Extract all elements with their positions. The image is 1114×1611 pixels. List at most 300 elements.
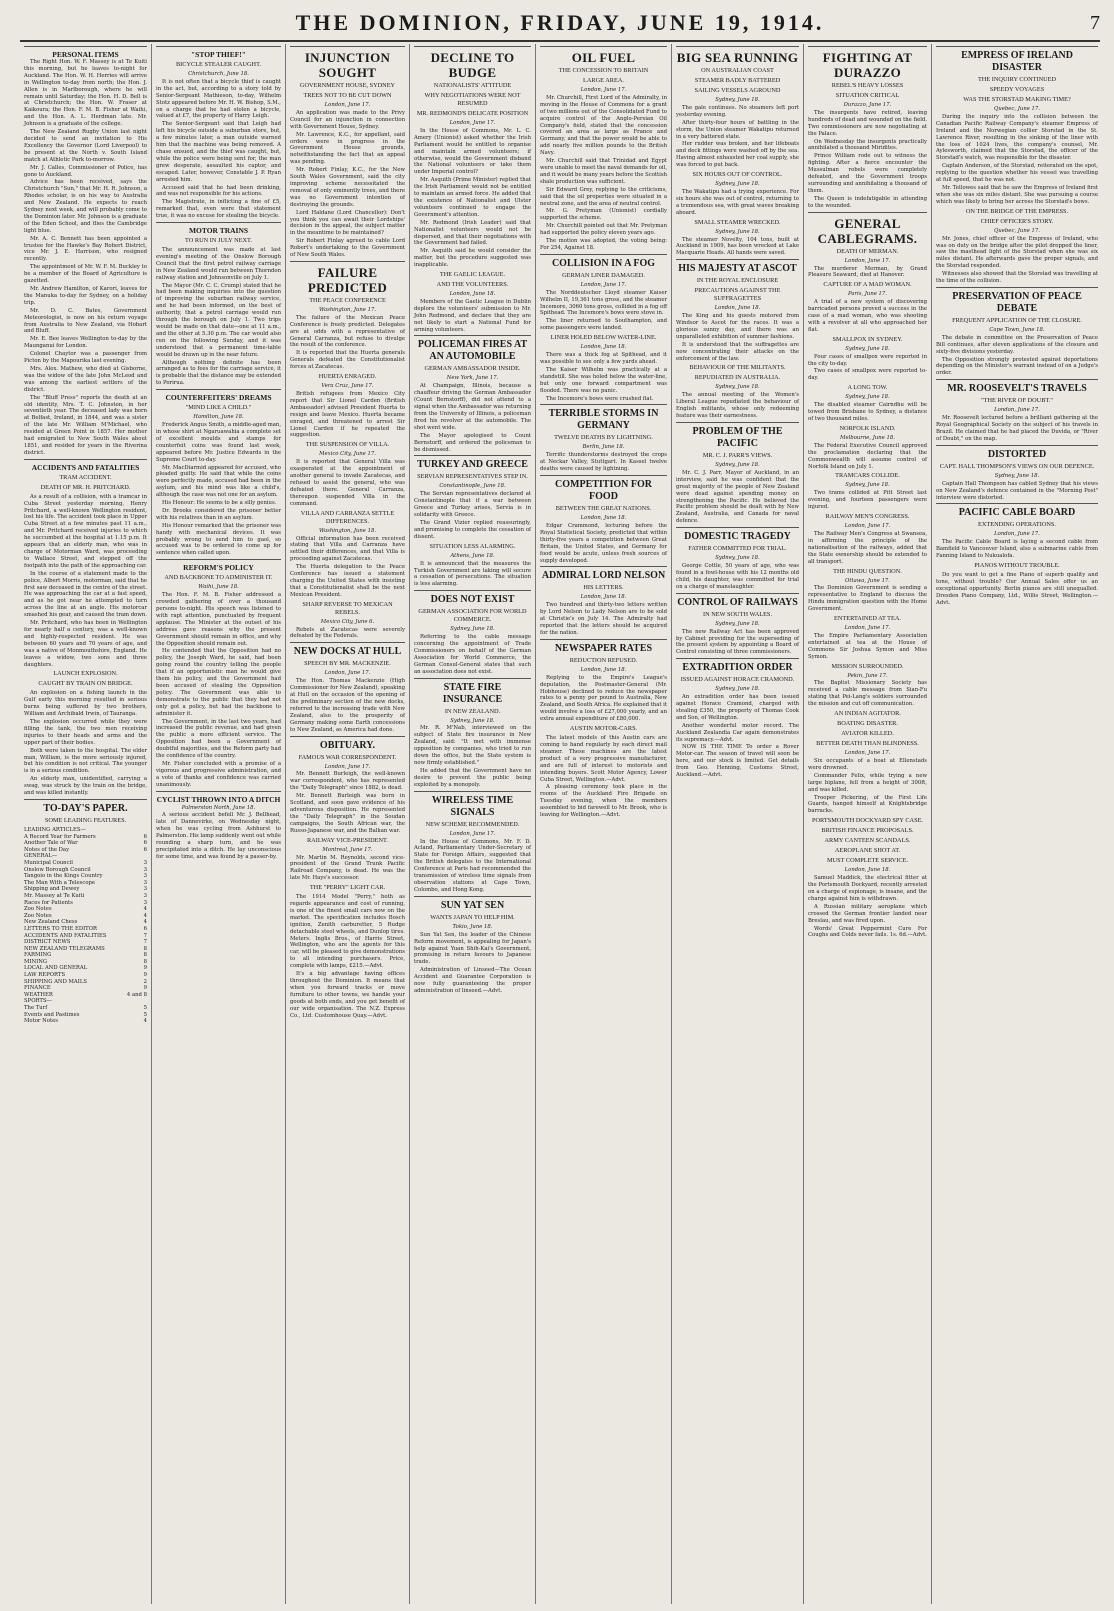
article <box>676 259 799 362</box>
article-subheading: WAS THE STORSTAD MAKING TIME? <box>963 96 1071 103</box>
article-paragraph: Mr. R. M'Nab, interviewed on the subject of State fire insurance in New Zealand, said: "It met with immense opposition by companies, who tried to run down the office, but the State system is now firmly established." <box>414 725 531 766</box>
article-paragraph: An extradition order has been issued against Horace Cramond, charged with stealing £350, the property of Thomas Cook and Son, of Wellington. <box>676 694 799 721</box>
feature-page: 8 <box>143 958 147 965</box>
article <box>290 46 405 259</box>
article-paragraph: There was a thick fog at Spithead, and it was possible to see only a few yards ahead. <box>540 352 667 365</box>
feature-title: MINING <box>24 958 48 965</box>
news-column <box>536 44 672 1604</box>
feature-title: GENERAL— <box>24 853 58 860</box>
article-dateline: Waihi, June 18. <box>198 584 239 591</box>
newspaper-title: THE DOMINION, FRIDAY, JUNE 19, 1914. <box>295 10 825 35</box>
feature-page: 4 <box>143 906 147 913</box>
article-paragraph: The Queen is indefatigable in attending to the wounded. <box>808 195 927 209</box>
article-paragraph: Her rudder was broken, and her lifeboats and deck fittings were washed off by the sea. Having almost exhausted her coal supply, she was forced to put back. <box>676 141 799 169</box>
masthead <box>20 6 1100 42</box>
feature-title: Shipping and Dewey <box>24 886 80 893</box>
article-headline: TERRIBLE STORMS IN GERMANY <box>540 404 667 432</box>
feature-title: SPORTS— <box>24 998 52 1005</box>
article-subheading: CHIEF OFFICER'S STORY. <box>980 217 1054 225</box>
article-dateline: Pekin, June 17. <box>847 672 888 679</box>
article-subheading: PIANOS WITHOUT TROUBLE. <box>974 562 1060 570</box>
article-subheading: CAUGHT BY TRAIN ON BRIDGE. <box>38 680 133 688</box>
feature-page: 4 <box>143 912 147 919</box>
page-number: 7 <box>1090 12 1100 34</box>
article-subheading: CAPT. HALL THOMPSON'S VIEWS ON OUR DEFENCE. <box>939 462 1095 470</box>
article-paragraph: Words' Great Peppermint Cure For Coughs and Colds never fails. 1s. 6d.—Advt. <box>808 925 927 939</box>
article-headline: DOMESTIC TRAGEDY <box>676 527 799 543</box>
article-dateline: Quebec, June 17. <box>994 227 1040 234</box>
article <box>808 568 927 614</box>
article-subheading: THE INQUIRY CONTINUED <box>977 76 1057 83</box>
article-paragraph: Mr. C. J. Parr, Mayor of Auckland, in an interview, said he was confident that the great majority of the people of New Zealand were dead against spending money on strengthening the Pacific. He believed the Pacific problem should be dealt with by New Zealand, Australia, and Canada for naval defence. <box>676 469 799 525</box>
article-dateline: London, June 18. <box>844 867 891 874</box>
feature-list-item <box>24 972 147 979</box>
article-dateline: Paris, June 17. <box>848 291 887 298</box>
article <box>676 364 799 420</box>
article-paragraph: The latest models of this Austin cars are coming to hand regularly by each direct mail steamer. These machines are the latest product of a very progressive manufacturer, and are full of interest to motorists and intending buyers. Scott Motor Agency, Lower Cuba Street, Wellington.—Advt. <box>540 735 667 783</box>
feature-page: 4 and 8 <box>126 991 147 998</box>
article-subheading: FREQUENT APPLICATION OF THE CLOSURE. <box>952 316 1082 324</box>
article-headline: PACIFIC CABLE BOARD <box>936 503 1098 519</box>
article-paragraph: Two trams collided at Pitt Street last evening, and fourteen passengers were injured. <box>808 490 927 511</box>
article-subheading: CAPTURE OF A MAD WOMAN. <box>823 281 912 289</box>
article-headline: ACCIDENTS AND FATALITIES <box>24 459 147 472</box>
feature-list-item <box>24 867 147 874</box>
article <box>414 590 531 675</box>
feature-title: LEADING ARTICLES— <box>24 827 86 833</box>
article-paragraph: The announcement was made at last evening's meeting of the Onslow Borough Council that the first petrol railway carriage in New Zealand would run between Thorndon railway station and Johnsonville on July 1. <box>156 247 281 281</box>
feature-page: 4 <box>143 1018 147 1025</box>
article-headline: "STOP THIEF!" <box>156 46 281 59</box>
article <box>808 513 927 565</box>
article-subheading: SMALLPOX IN SYDNEY. <box>832 335 903 343</box>
article-subheading: VILLA AND CARRANZA SETTLE DIFFERENCES. <box>300 509 395 525</box>
article-dateline: London, June 18. <box>580 666 627 673</box>
article-paragraph: Lord Haldane (Lord Chancellor): Don't you think you can await their Lordships' decision in the appeal, the subject matter in the meantime to be maintained? <box>290 209 405 237</box>
article-headline: POLICEMAN FIRES AT AN AUTOMOBILE <box>414 335 531 363</box>
feature-title: FARMING <box>24 952 52 959</box>
article <box>540 725 667 819</box>
article-paragraph: An application was made to the Privy Council for an injunction in connection with Government House, Sydney. <box>290 109 405 130</box>
article-subheading: PRECAUTIONS AGAINST THE SUFFRAGETTES <box>694 287 781 303</box>
article-dateline: Berlin, June 18. <box>582 444 625 451</box>
article-headline: CYCLIST THROWN INTO A DITCH <box>156 791 281 804</box>
article-subheading: TRAMCARS COLLIDE. <box>835 472 900 480</box>
article <box>414 335 531 453</box>
article-paragraph: Samuel Maddick, the electrical fitter at the Portsmouth Dockyard, recently arrested on a charge of espionage, is insane, and the charge against him is withdrawn. <box>808 875 927 902</box>
article-headline: DOES NOT EXIST <box>414 590 531 606</box>
article-subheading: FAMOUS WAR CORRESPONDENT. <box>298 753 397 761</box>
feature-title: LOCAL AND GENERAL <box>24 965 88 972</box>
article <box>936 46 1098 206</box>
feature-list-item <box>24 913 147 920</box>
feature-list-item <box>24 959 147 966</box>
article-subheading: SPEEDY VOYAGES <box>989 86 1045 93</box>
article <box>808 281 927 333</box>
feature-list-item <box>24 880 147 887</box>
article-headline: EMPRESS OF IRELAND DISASTER <box>936 46 1098 74</box>
feature-list-item <box>24 840 147 847</box>
article-paragraph: The liner returned to Southampton, and some passengers were landed. <box>540 318 667 332</box>
article-dateline: Sydney, June 18. <box>845 345 890 352</box>
article <box>156 791 281 861</box>
article-headline: PROBLEM OF THE PACIFIC <box>676 422 799 450</box>
feature-page: 3 <box>143 873 147 880</box>
article-subheading: NATIONALISTS' ATTITUDE <box>433 82 512 89</box>
article <box>808 212 927 280</box>
article-subheading: DEATH OF MERMAN. <box>836 247 899 255</box>
article <box>290 601 405 641</box>
article-subheading: SIX HOURS OUT OF CONTROL. <box>692 171 783 179</box>
feature-page: 7 <box>143 939 147 946</box>
article-paragraph: The murderer Merman, by Grand Pleasure Seaward, died at Hanover. <box>808 265 927 279</box>
article-dateline: London, June 17. <box>449 830 496 837</box>
article <box>676 171 799 217</box>
article-dateline: Athens, June 18. <box>450 552 495 559</box>
article-dateline: Sydney, June 18. <box>715 462 760 468</box>
article-paragraph: Two cases of smallpox were reported to-day. <box>808 368 927 382</box>
article-paragraph: Mr. D. C. Bates, Government Meteorologist, is now on his return voyage from Australia to New Zealand, via Hobart and Bluff. <box>24 307 147 335</box>
article <box>936 208 1098 285</box>
feature-title: WEATHER <box>24 991 53 998</box>
feature-title: The Man With a Telescope <box>24 879 96 886</box>
article-paragraph: Commander Felix, while trying a new large biplane, fell from a height of 300ft, and was killed. <box>808 772 927 793</box>
article-paragraph: Although nothing definite has been arranged as to fees for the carriage service, it is probable that the distance may be extended to Porirua. <box>156 359 281 387</box>
article-paragraph: The Empire Parliamentary Association entertained at tea at the House of Commons Sir Joshua Symon and Miss Symon. <box>808 632 927 660</box>
article <box>808 336 927 383</box>
article-paragraph: Mr. Redmond (Irish Leader) said that Nationalist volunteers would not be dispersed, and that their negotiations with the Government had failed. <box>414 219 531 247</box>
feature-list-item <box>24 952 147 959</box>
feature-list-item <box>24 860 147 867</box>
news-column <box>286 44 410 1604</box>
article-headline: OIL FUEL <box>540 46 667 65</box>
feature-list-item <box>24 998 147 1005</box>
article-subheading: MISSION SURROUNDED. <box>831 662 904 670</box>
article-paragraph: A pleasing ceremony took place in the rooms of the Auckland Fire Brigade on Tuesday evening, when the members assembled to bid farewell to Mr. Brook, who is leaving for Wellington.—Advt. <box>540 784 667 819</box>
article-headline: TURKEY AND GREECE <box>414 455 531 471</box>
article-subheading: REPUDIATED IN AUSTRALIA. <box>694 374 781 382</box>
article-headline: WIRELESS TIME SIGNALS <box>414 791 531 819</box>
article-paragraph: Frederick Angus Smith, a middle-aged man, in whose shirt at Ngaruawahia a complete set of excellent moulds and stamps for counterfeit coins was found last week, appeared before Mr. Justice Edwards in the Supreme Court to-day. <box>156 422 281 463</box>
article <box>24 46 147 457</box>
article <box>156 222 281 387</box>
article-paragraph: The Right Hon. W. F. Massey is at Te Kuiti this morning, but he leaves to-night for Auckland. The Hon. W. H. Herries will arrive in Wellington to-day from north; the Hon. J. Allen is in Marlborough, where he will remain until Saturday; the Hon. H. D. Bell is at Christchurch; the Hon. W. Fraser at Kaikoura; the Hon. F. M. B. Fisher at Waihi, and the Hon. A. L. Herdman late. Mr. Johnson is a graduate of the college. <box>24 59 147 128</box>
article-subheading: RAILWAY MEN'S CONGRESS. <box>825 513 910 521</box>
article-subheading: SMALL STEAMER WRECKED. <box>694 218 781 226</box>
article-subheading: NEW SCHEME RECOMMENDED. <box>425 820 520 828</box>
article-subheading: THE CONCESSION TO BRITAIN <box>558 67 649 74</box>
feature-page: 6 <box>143 925 147 932</box>
article-subheading: GERMAN ASSOCIATION FOR WORLD COMMERCE. <box>418 608 527 624</box>
article-dateline: Sydney, June 18. <box>715 181 760 188</box>
article <box>936 562 1098 607</box>
article-subheading: AEROPLANE SHOT AT. <box>834 847 901 855</box>
article-subheading: BEHAVIOUR OF THE MILITANTS. <box>689 364 786 372</box>
article <box>24 799 147 1025</box>
article-dateline: Ottawa, June 17. <box>844 577 890 584</box>
article-headline: MOTOR TRAINS <box>156 222 281 235</box>
article-paragraph: The Mayor (Mr. C. C. Crump) stated that he had been making inquiries into the question of improving the suburban railway service, and he had been informed, on the best of authority, that a petrol carriage would run through the borough on July 1. Two trips would be made on that date—one at 11 a.m., and the other at 5.30 p.m. The car would also run on the following Sunday, and it was understood that a permanent time-table would be drawn up in the near future. <box>156 282 281 358</box>
feature-page: 3 <box>143 866 147 873</box>
article <box>414 678 531 789</box>
article <box>290 837 405 883</box>
article-subheading: THE HINDU QUESTION. <box>833 567 902 575</box>
article-paragraph: Sir Edward Grey, replying to the criticisms, said that the oil properties were situated in a neutral zone, and the area of neutral control. <box>540 186 667 207</box>
article-paragraph: Prince William rode out to witness the fighting. After a fierce encounter the Mussulman rebels were completely defeated, and the Government troops surrounding and annihilating a thousand of them. <box>808 153 927 194</box>
feature-list-item <box>24 965 147 972</box>
article <box>808 817 927 939</box>
article-dateline: Hamilton, June 18. <box>193 414 244 421</box>
article-paragraph: The new Railway Act has been approved by Cabinet providing for the superseding of the present system by appointing a Board of Control consisting of three commissioners. <box>676 628 799 656</box>
feature-page: 6 <box>143 840 147 847</box>
article-subheading: GERMAN LINER DAMAGED. <box>562 271 645 279</box>
article-paragraph: Do you want to get a fine Piano of superb quality and tone, without trouble? Our Annual Sales offer us an exceptional opportunity. Berlin pianos are still unequalled. Dresden Piano Company, Ltd., Willis Street, Wellington.—Advt. <box>936 572 1098 606</box>
article-dateline: London, June 18. <box>580 344 627 351</box>
feature-list-item <box>24 992 147 999</box>
article-paragraph: At Champaign, Illinois, because a chauffeur driving the German Ambassador (Count Bernstorff), did not attend to a signal when the Ambassador was returning from the University of Illinois, a policeman fired his revolver at the automobile. The shot went wide. <box>414 383 531 431</box>
article-subheading: ARMY CANTEEN SCANDALS. <box>824 837 911 845</box>
article-paragraph: The Federal Executive Council approved the proclamation declaring that the Commonwealth will assume control of Norfolk Island on July 1. <box>808 442 927 470</box>
article-paragraph: The motion was adopted, the voting being: For 254, Against 18. <box>540 238 667 251</box>
article-paragraph: George Cottle, 50 years of age, who was found in a fowl-house with his 12 months old child, his daughter, was committed for trial on a charge of manslaughter. <box>676 563 799 590</box>
article-dateline: Sydney, June 18. <box>715 686 760 693</box>
article-paragraph: In the House of Commons, Mr. L. C. Amery (Unionist) asked whether the Irish Parliament would be entitled to organise and maintain armed volunteers; if otherwise, would the Government disband the National volunteers or take them under Imperial control? <box>414 127 531 176</box>
article-subheading: AN INDIAN AGITATOR. <box>834 710 901 718</box>
article-subheading: AND THE VOLUNTEERS. <box>436 281 509 289</box>
article-paragraph: He contended that the Opposition had no policy, the Joseph Ward, he said, had been going round the country telling the people that if an opportunistic man he would give them his policy, and the Government had been accused of stealing the Opposition policy. The Government was able to demonstrate to the public that they had not only got a policy, but had the backbone to administer it. <box>156 648 281 717</box>
feature-page: 6 <box>143 833 147 840</box>
article-headline: CONTROL OF RAILWAYS <box>676 593 799 609</box>
article-headline: REFORM'S POLICY <box>156 559 281 572</box>
article-paragraph: The Baptist Missionary Society has received a cable message from Sian-Fu stating that Pei-Lang's soldiers surrounded the mission and cut off communication. <box>808 680 927 708</box>
article <box>290 261 405 371</box>
article-dateline: Montreal, June 17. <box>322 846 373 853</box>
article-paragraph: Six occupants of a boat at Ellenstads were drowned. <box>808 758 927 771</box>
feature-title: Onslow Borough Council <box>24 866 91 873</box>
article-subheading: BICYCLE STEALER CAUGHT. <box>175 61 262 68</box>
article <box>290 373 405 439</box>
feature-list-item <box>24 900 147 907</box>
feature-list-item <box>24 979 147 986</box>
article <box>540 404 667 473</box>
article-paragraph: Mr. Jones, chief officer of the Empress of Ireland, who was on duty on the bridge after the pilot dropped the liner, saw the masthead light of the Storstad when she was six miles distant. He afterwards gave the proper signals, and the Storstad responded. <box>936 235 1098 270</box>
article-paragraph: NOW IS THE TIME To order a Rover Motor-car. The season of travel will soon be here, and our stock is limited. Get details from Geo. Henning, Customs Street, Auckland.—Advt. <box>676 744 799 779</box>
article-subheading: MUST COMPLETE SERVICE. <box>826 857 909 865</box>
article-dateline: Sydney, June 18. <box>450 626 495 633</box>
article-paragraph: The Magistrate, in inflicting a fine of £5, remarked that, even were that statement true, it was no excuse for stealing the bicycle. <box>156 199 281 220</box>
article-paragraph: Four cases of smallpox were reported in the city to-day. <box>808 353 927 367</box>
article <box>540 254 667 332</box>
article-paragraph: The Railway Men's Congress at Swansea, in affirming the principle of the nationalisation of the railways, added that the State ownership should be extended to all transport. <box>808 530 927 565</box>
article-dateline: Sydney, June 18. <box>715 384 760 391</box>
article-paragraph: The New Zealand Rugby Union last night decided to send an invitation to His Excellency the Governor (Lord Liverpool) to be present at the North v. South Island match at Athletic Park to-morrow. <box>24 129 147 163</box>
article-subheading: SPEECH BY MR. MACKENZIE. <box>304 660 391 668</box>
article-paragraph: The appointment of Mr. W. F. M. Buckley to be a member of the Board of Agriculture is gazetted. <box>24 264 147 285</box>
article-dateline: London, June 17. <box>324 670 371 677</box>
article-paragraph: Official information has been received stating that Villa and Carranza have settled their differences, and that Villa is proceeding against Zacatecas. <box>290 535 405 563</box>
feature-title: Zoo Notes <box>24 912 52 919</box>
article-subheading: HIS LETTERS. <box>583 584 624 592</box>
article-headline: TO-DAY'S PAPER. <box>24 799 147 815</box>
article-dateline: London, June 18. <box>580 515 627 522</box>
article-paragraph: The Opposition strongly protested against deportations depending on the Minister's warrant instead of on a Judge's order. <box>936 356 1098 377</box>
article-paragraph: The Grand Vizier replied reassuringly, and promising to complete the cessation of dissent. <box>414 519 531 540</box>
article-paragraph: Captain Hall Thompson has cabled Sydney that his views on New Zealand's defence contained in the "Morning Post" interview were distorted. <box>936 480 1098 501</box>
article-paragraph: It is announced that the measures the Turkish Government are taking will secure a cessation of persecutions. The situation is less alarming. <box>414 560 531 588</box>
article-subheading: WANTS JAPAN TO HELP HIM. <box>430 913 515 921</box>
article-paragraph: Another wonderful motor record. The Auckland Zealandia Car again demonstrates its supremacy.—Advt. <box>676 722 799 743</box>
article-paragraph: The Pacific Cable Board is laying a second cable from Bamfield to Vancouver Island, also a submarine cable from Fanning Island to Nukualofa. <box>936 539 1098 560</box>
article-paragraph: Mr. G. Pretyman (Unionist) cordially supported the scheme. <box>540 208 667 222</box>
article <box>808 663 927 709</box>
feature-list-item <box>24 886 147 893</box>
feature-list-item <box>24 834 147 841</box>
article-subheading: HUERTA ENRAGED. <box>318 373 377 381</box>
article-subheading: TRAM ACCIDENT. <box>59 473 112 481</box>
article-paragraph: Sun Yat Sen, the leader of the Chinese Reform movement, is appealing for Japan's help against Yuan Shih-Kai's Government, promising in return favours to Japanese trade. <box>414 931 531 966</box>
news-column <box>932 44 1102 1604</box>
article <box>414 791 531 894</box>
article-paragraph: Edgar Crammond, lecturing before the Royal Statistical Society, predicted that within thirty-five years a competition between Great Britain, the United States, and Germany for food would be acute, unless fresh sources of supply developed. <box>540 522 667 564</box>
article-headline: EXTRADITION ORDER <box>676 658 799 674</box>
article-dateline: Sydney, June 18. <box>845 482 890 489</box>
article-paragraph: Mrs. Alex. Mathew, who died at Gisborne, was the widow of the late John McLeod and was among the earliest settlers of the district. <box>24 365 147 393</box>
article <box>676 527 799 591</box>
article-dateline: Sydney, June 18. <box>715 97 760 103</box>
article-paragraph: It's a big advantage having offices throughout the Dominion. It means that when you forward tracks or move furniture to other towns, we handle your goods at both ends, and you get benefit of our wide organisation. The N.Z. Express Co., Ltd. Customhouse Quay.—Advt. <box>290 971 405 1019</box>
feature-title: Municipal Council <box>24 859 73 866</box>
feature-page: 3 <box>143 859 147 866</box>
article-paragraph: Rebels at Zacatecas were severely defeated by the Federals. <box>290 626 405 640</box>
article-subheading: TREES NOT TO BE CUT DOWN <box>303 92 392 99</box>
article-paragraph: Mr. Churchill pointed out that Mr. Pretyman had supported the policy eleven years ago. <box>540 223 667 237</box>
feature-title: The Turf <box>24 1005 48 1012</box>
article <box>290 884 405 1019</box>
article-paragraph: The Norddeutscher Lloyd steamer Kaiser Wilhelm II, 19,361 tons gross, and the steamer Incemore, 3060 tons gross, collided in a fog off Spithead. The Incemore's bows were stove in. <box>540 289 667 317</box>
article-dateline: Sydney, June 18. <box>845 394 890 401</box>
article-paragraph: Mr. Lawrence, K.C., for appellant, said orders were in progress in the Government House grounds, notwithstanding the fact that an appeal was pending. <box>290 131 405 166</box>
feature-list-item <box>24 926 147 933</box>
feature-title: DISTRICT NEWS <box>24 939 71 946</box>
article <box>936 287 1098 377</box>
feature-title: SHIPPING AND MAILS <box>24 978 87 985</box>
article-paragraph: Mr. Tellowes said that he saw the Empress of Ireland first when she was six miles distant. She was pursuing a course which was likely to bring her across the Storstad's bows. <box>936 184 1098 205</box>
feature-title: LETTERS TO THE EDITOR <box>24 925 98 932</box>
article <box>808 615 927 661</box>
article-dateline: Palmerston North, June 18. <box>181 804 256 811</box>
feature-page: 9 <box>143 965 147 972</box>
article-paragraph: During the inquiry into the collision between the Canadian Pacific Railway Company's steamer Empress of Ireland and the Norwegian collier Storstad in the St. Lawrence River, resulting in the sinking of the liner with the loss of 1024 lives, the company's counsel, Mr. Aylesworth, claimed that the Storstad, the officer of the Storstad's watch, was responsible for the disaster. <box>936 113 1098 162</box>
article-paragraph: Administration of Linseed—The Ocean Accident and Guarantee Corporation is now fully guaranteeing the proper administration of linseed.—Advt. <box>414 967 531 994</box>
article-dateline: New York, June 17. <box>446 375 499 382</box>
feature-list-item <box>24 946 147 953</box>
article-dateline: London, June 17. <box>844 523 891 530</box>
article-paragraph: In the course of a statement made to the police, Albert Morris, motorman, said that he first saw deceased in the centre of the street. He was approaching the car at a fast speed, and as he got near he attempted to turn across the line at an angle. His motorcar smashed his gear, and caused the tram down. <box>24 570 147 619</box>
feature-page: 9 <box>143 972 147 979</box>
article <box>540 475 667 564</box>
feature-page: 4 <box>143 919 147 926</box>
article-subheading: GOVERNMENT HOUSE, SYDNEY <box>299 82 396 89</box>
article-paragraph: Mr. Pritchard, who has been in Wellington for nearly half a century, was a well-known and highly-respected resident. He was between 60 years and 70 years of age, and was a native of Monmouthshire, England. He leaves a widow, two sons and three daughters. <box>24 620 147 668</box>
article-subheading: ISSUED AGAINST HORACE CRAMOND. <box>680 676 795 684</box>
article-paragraph: Trooper Pickering, of the First Life Guards, hanged himself at Knightsbridge barracks. <box>808 794 927 815</box>
article-paragraph: The gale continues. No steamers left port yesterday evening. <box>676 104 799 118</box>
article-paragraph: The Government, in the last two years, had increased the public revenue, and had given the public a more efficient service. The Opposition had been a Government of doubtful majorities, and the Reform party had the confidence of the country. <box>156 718 281 760</box>
article-paragraph: An explosion on a fishing launch in the Gulf early this morning resulted in serious burns being suffered by two brothers, William and Archibald Irwin, of Tauranga. <box>24 690 147 718</box>
feature-list-item <box>24 939 147 946</box>
article-paragraph: Witnesses also showed that the Storstad was travelling at the time of the collision. <box>936 271 1098 285</box>
article-paragraph: The insurgents have retired, leaving hundreds of dead and wounded on the field. Two commissioners are now negotiating at the Palace. <box>808 109 927 137</box>
article <box>808 46 927 210</box>
article-dateline: Washington, June 17. <box>318 306 377 313</box>
article-paragraph: Sir Robert Finlay agreed to cable Lord Robert's undertaking to the Government of New South Wales. <box>290 238 405 259</box>
article <box>290 441 405 507</box>
article-paragraph: Terrific thunderstorms destroyed the crops at Neckar Valley, Stuttgart. In Kassel twelve deaths were caused by lightning. <box>540 452 667 473</box>
article-paragraph: It is not often that a bicycle thief is caught in the act, but, according to a story told by Senior-Sergeant Mathieson, to-day, Wilhelm Stotz appeared before Mr. H. W. Bishop, S.M., on a charge that he had stolen a bicycle, valued at £7, the property of Harry Leigh. <box>156 78 281 120</box>
article-paragraph: An elderly man, unidentified, carrying a swag, was struck by the train on the bridge, and was killed instantly. <box>24 776 147 797</box>
article-dateline: Sydney, June 18. <box>450 717 495 724</box>
article-paragraph: The failure of the Mexican Peace Conference is freely predicted. Delegates are at odds with a representative of General Carranza, but refuse to divulge the result of the conference. <box>290 314 405 349</box>
feature-title: Another Tale of War <box>24 840 78 847</box>
article-paragraph: Dr. Brooks considered the prisoner better with his relatives than in an asylum. <box>156 507 281 521</box>
article-dateline: London, June 17. <box>844 257 891 264</box>
article-paragraph: A serious accident befell Mr. J. Bellhead, late of Dannevirke, on Wednesday night, when he was cycling from Ashhurst to Palmerston. His lamp suddenly went out while rounding a sharp turn, and he was precipitated into a ditch. He lay unconscious for some time, and was found by a passer-by. <box>156 812 281 860</box>
article-dateline: London, June 17. <box>844 750 891 757</box>
article-paragraph: The Hon. Thomas Mackenzie (High Commissioner for New Zealand), speaking at Hull on the occasion of the opening of the preliminary section of the new docks, referred to the increasing trade with New Zealand, also to the prosperity of Germany making some Earth concessions to New Zealand, as America had done. <box>290 678 405 733</box>
feature-page: 5 <box>143 1011 147 1018</box>
article <box>414 271 531 333</box>
article-headline: ADMIRAL LORD NELSON <box>540 566 667 582</box>
article-subheading: SAILING VESSELS AGROUND <box>694 87 781 94</box>
article <box>414 46 531 269</box>
article-headline: BIG SEA RUNNING <box>676 46 799 65</box>
article-subheading: AUSTIN MOTOR-CARS. <box>569 725 638 733</box>
article-paragraph: The Senior-Sergeant said that Leigh had left his bicycle outside a suburban store, but, a few minutes later, a man outside warned him that the machine was being removed. A chase ensued, and the thief was caught, but, while the police were being sent for, the man grew desperate, assaulted his captor, and escaped. Later, however, Constable J. P. Ryan arrested him. <box>156 121 281 183</box>
article <box>676 422 799 525</box>
article-dateline: Durazzo, June 17. <box>843 102 892 108</box>
article-subheading: GERMAN AMBASSADOR INSIDE. <box>424 365 521 373</box>
article-dateline: London, June 17. <box>580 87 627 93</box>
feature-list-item <box>24 853 147 860</box>
article-subheading: BOATING DISASTER. <box>837 720 898 728</box>
article-dateline: Melbourne, June 18. <box>840 434 895 441</box>
article-subheading: BETWEEN THE GREAT NATIONS. <box>555 505 652 513</box>
article-paragraph: Mr. Andrew Hamilton, of Karori, leaves for the Manuka to-day for Sydney, on a holiday trip. <box>24 286 147 306</box>
article <box>156 389 281 557</box>
article-dateline: London, June 17. <box>844 625 891 632</box>
article <box>414 543 531 589</box>
feature-title: A Record Year for Farmers <box>24 833 96 840</box>
article-dateline: London, June 17. <box>994 531 1040 538</box>
news-column <box>20 44 152 1604</box>
article-subheading: EXTENDING OPERATIONS. <box>977 521 1056 529</box>
article-paragraph: Mr. Martin M. Reynolds, second vice-president of the Grand Trunk Pacific Railroad Company, is dead. He was the late Mr. Hays's successor. <box>290 854 405 882</box>
article-paragraph: The explosion occurred while they were filling the tank, the two men receiving injuries to their heads and arms and the upper part of their bodies. <box>24 719 147 746</box>
article-subheading: IN NEW ZEALAND. <box>444 707 501 715</box>
article <box>540 334 667 402</box>
article-headline: NEWSPAPER RATES <box>540 639 667 655</box>
article-paragraph: Mr. Fisher concluded with a promise of a vigorous and progressive administration, and a vote of thanks and confidence was carried unanimously. <box>156 760 281 788</box>
article-subheading: STEAMER BADLY BATTERED <box>694 77 781 84</box>
article-dateline: London, June 17. <box>324 102 371 108</box>
article-subheading: ON AUSTRALIAN COAST <box>701 67 774 74</box>
article <box>540 566 667 636</box>
news-column <box>804 44 932 1604</box>
article-headline: DECLINE TO BUDGE <box>414 46 531 80</box>
article-headline: GENERAL CABLEGRAMS. <box>808 212 927 246</box>
article-subheading: "THE RIVER OF DOUBT." <box>981 397 1053 405</box>
article <box>156 559 281 788</box>
